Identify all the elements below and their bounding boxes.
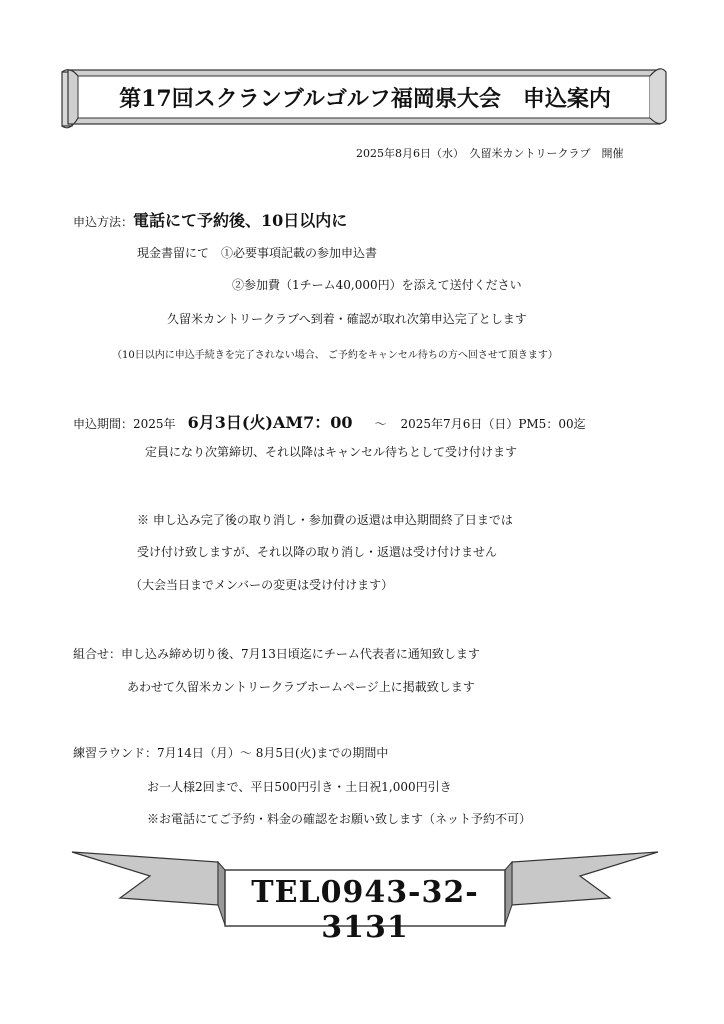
period-tilde: ～ <box>374 417 387 431</box>
cancel-line-2: 受け付け致しますが、それ以降の取り消し・返還は受け付けません <box>137 545 498 559</box>
cancel-line-1: ※ 申し込み完了後の取り消し・参加費の返還は申込期間終了日までは <box>137 513 513 527</box>
event-info: 2025年8月6日（水） 久留米カントリークラブ 開催 <box>356 147 624 160</box>
period-start-prefix: 2025年 <box>133 417 176 431</box>
period-label: 申込期間： <box>73 417 134 431</box>
application-line-1: 現金書留にて ①必要事項記載の参加申込書 <box>137 246 378 260</box>
cancel-line-3: （大会当日までメンバーの変更は受け付けます） <box>130 578 394 592</box>
application-line-2: ②参加費（1チーム40,000円）を添えて送付ください <box>232 278 522 292</box>
application-label: 申込方法： <box>73 215 134 229</box>
application-method: 電話にて予約後、10日以内に <box>133 211 348 230</box>
practice-line-2: お一人様2回まで、平日500円引き・土日祝1,000円引き <box>147 780 452 794</box>
period-line-2: 定員になり次第締切、それ以降はキャンセル待ちとして受け付けます <box>145 445 518 459</box>
application-line-3: 久留米カントリークラブへ到着・確認が取れ次第申込完了とします <box>167 312 527 326</box>
pairing-line-1: 申し込み締め切り後、7月13日頃迄にチーム代表者に通知致します <box>121 647 480 661</box>
page-title: 第17回スクランブルゴルフ福岡県大会 申込案内 <box>119 86 611 112</box>
pairing-line-2: あわせて久留米カントリークラブホームページ上に掲載致します <box>127 680 475 694</box>
practice-label: 練習ラウンド： <box>73 746 158 760</box>
period-end: 2025年7月6日（日）PM5：00迄 <box>400 417 586 431</box>
practice-line-1: 7月14日（月）～ 8月5日(火)までの期間中 <box>157 746 389 760</box>
practice-line-3: ※お電話にてご予約・料金の確認をお願い致します（ネット予約不可） <box>147 812 532 826</box>
pairing-label: 組合せ： <box>73 647 122 661</box>
tel-number[interactable]: TEL0943-32-3131 <box>251 875 479 945</box>
period-start: 6月3日(火)AM7：00 <box>187 413 353 432</box>
application-note: （10日以内に申込手続きを完了されない場合、 ご予約をキャンセル待ちの方へ回させて頂きます） <box>112 350 558 361</box>
